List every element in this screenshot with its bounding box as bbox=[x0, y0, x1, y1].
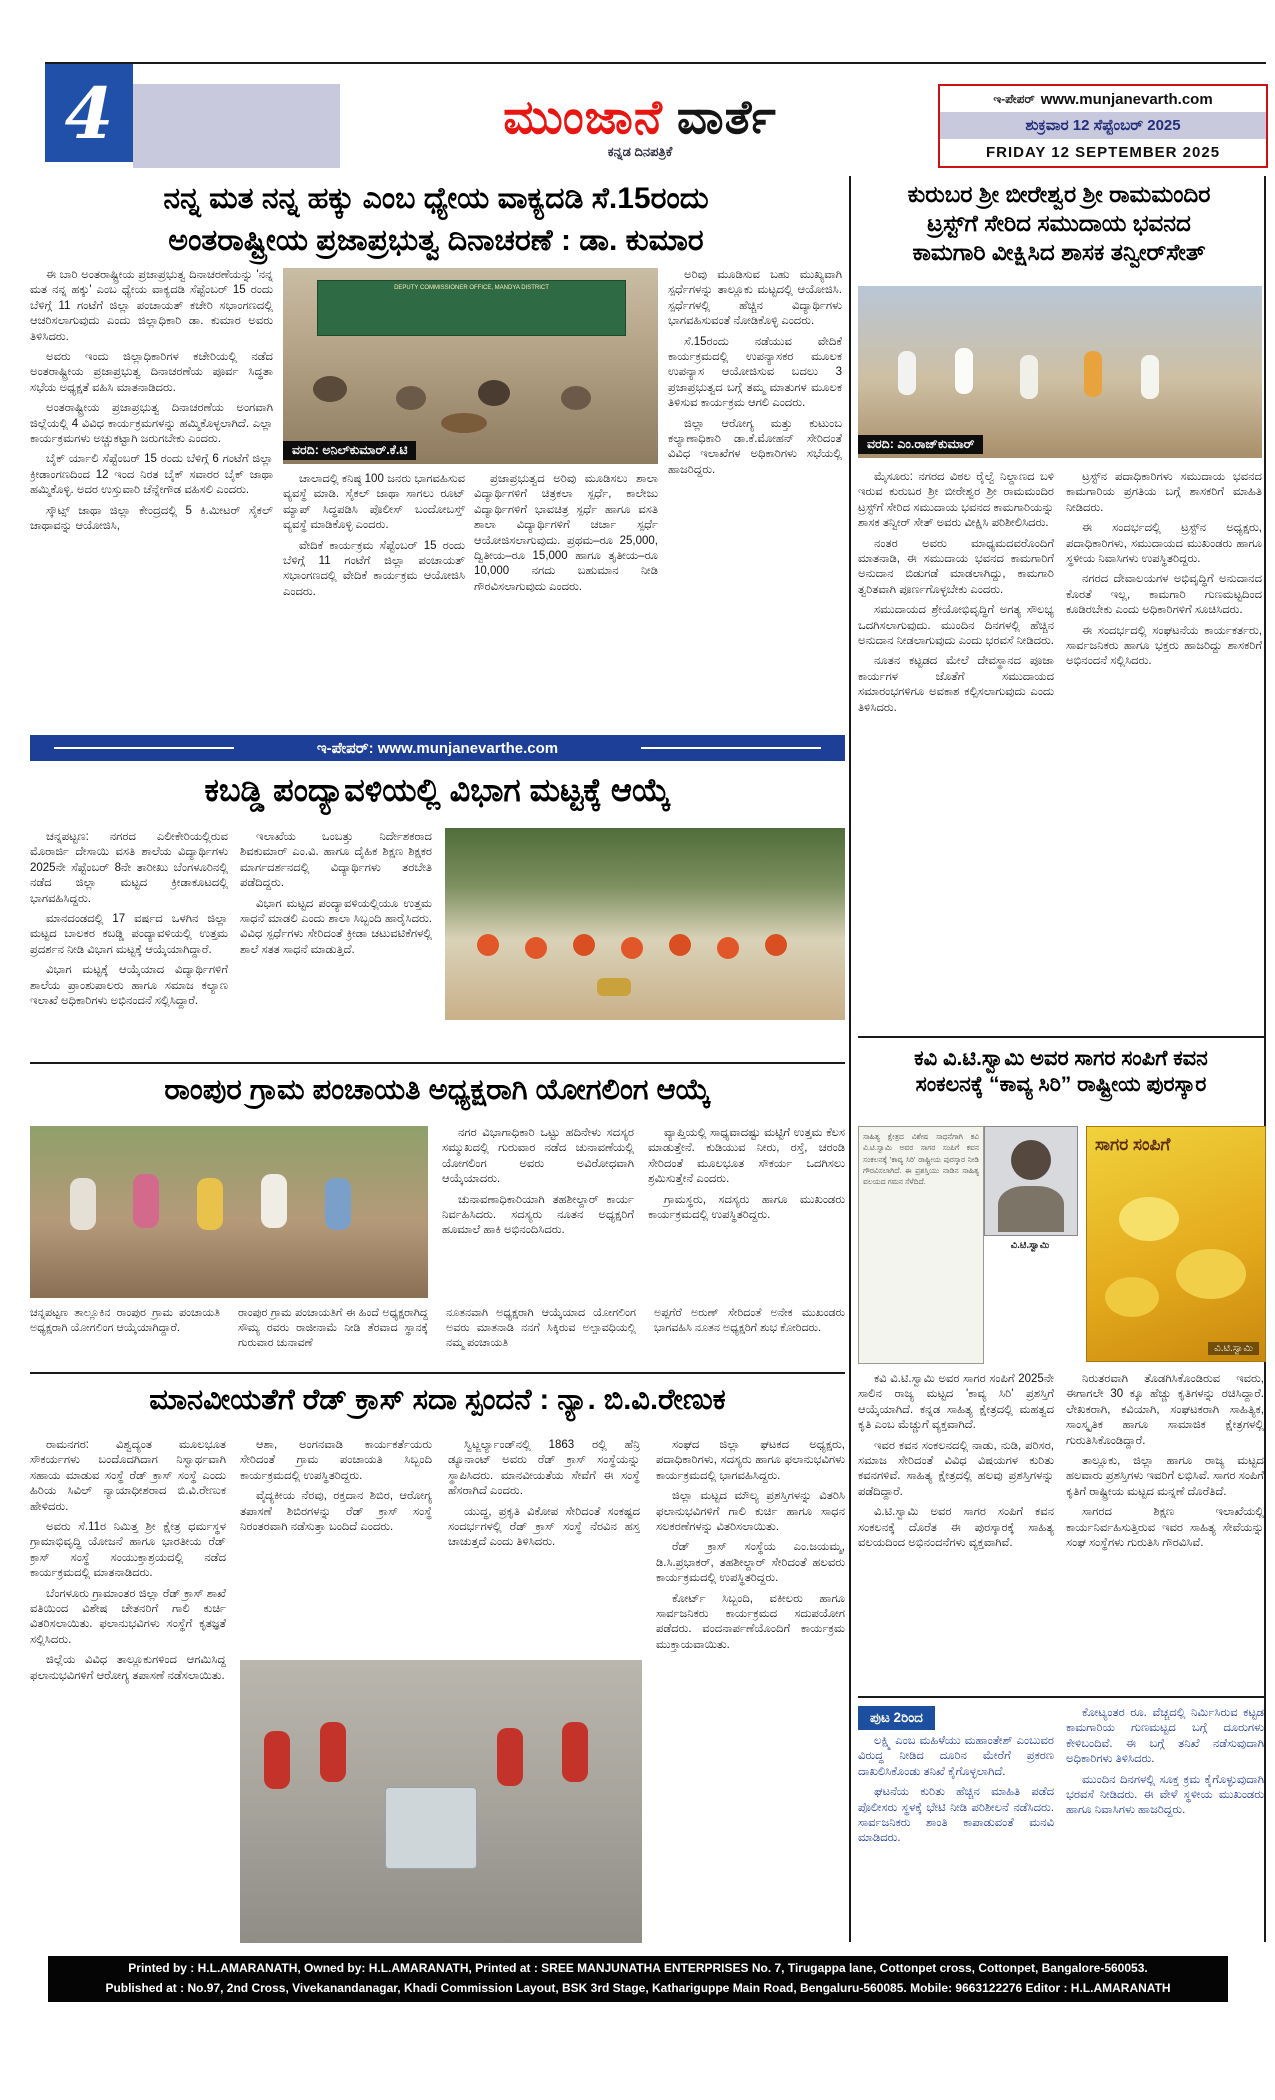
body-paragraph: ವಿಭಾಗ ಮಟ್ಟದ ಪಂದ್ಯಾವಳಿಯಲ್ಲಿಯೂ ಉತ್ತಮ ಸಾಧನೆ ಮಾಡಲಿ ಎಂದು ಶಾಲಾ ಸಿಬ್ಬಂದಿ ಹಾರೈಸಿದರು. ವಿವಿಧ ಸ್ಪರ್ಧೆಗಳು ಸೇರಿದಂತೆ ಕ್ರೀಡಾ ಚಟುವಟಿಕೆಗಳಲ್ಲಿ ಶಾಲೆ ಸತತ ಸಾಧನೆ ಮಾಡುತ್ತಿದೆ. bbox=[240, 897, 432, 956]
rampura-caption-2: ರಾಂಪುರ ಗ್ರಾಮ ಪಂಚಾಯತಿಗೆ ಈ ಹಿಂದೆ ಅಧ್ಯಕ್ಷರಾಗಿದ್ದ ಸೌಮ್ಯ ರವರು ರಾಜೀನಾಮೆ ನೀಡಿ ತೆರವಾದ ಸ್ಥಾನಕ್ಕೆ ಗುರುವಾರ ಚುನಾವಣೆ bbox=[238, 1307, 428, 1349]
wheelchair-box bbox=[385, 1787, 477, 1869]
body-paragraph: ವೇದಿಕೆ ಕಾರ್ಯಕ್ರಮ ಸೆಪ್ಟೆಂಬರ್ 15 ರಂದು ಬೆಳಿಗ್ಗೆ 11 ಗಂಟೆಗೆ ಜಿಲ್ಲಾ ಪಂಚಾಯತ್ ಸಭಾಂಗಣದಲ್ಲಿ ವೇದಿಕೆ ಕಾರ್ಯಕ್ರಮ ಆಯೋಜಿಸಿ ಎಂದರು. bbox=[283, 539, 465, 598]
epaper-url-row bbox=[940, 86, 1266, 112]
imprint-footer bbox=[48, 1956, 1228, 2002]
redcross-column-2 bbox=[240, 1438, 432, 1652]
body-paragraph: ಪ್ರಜಾಪ್ರಭುತ್ವದ ಅರಿವು ಮೂಡಿಸಲು ಶಾಲಾ ವಿದ್ಯಾರ್ಥಿಗಳಿಗೆ ಚಿತ್ರಕಲಾ ಸ್ಪರ್ಧೆ, ಕಾಲೇಜು ವಿದ್ಯಾರ್ಥಿಗಳಿಗೆ ಭಾವಚಿತ್ರ ಸ್ಪರ್ಧೆ ಹಾಗೂ ವಸತಿ ಶಾಲಾ ವಿದ್ಯಾರ್ಥಿಗಳಿಗೆ ಚರ್ಚಾ ಸ್ಪರ್ಧೆ ಆಯೋಜಿಸಲಾಗುವುದು. ಪ್ರಥಮ–ರೂ 25,000, ದ್ವಿತೀಯ–ರೂ 15,000 ಹಾಗೂ ತೃತೀಯ–ರೂ 10,000 ನಗದು ಬಹುಮಾನ ನೀಡಿ ಗೌರವಿಸಲಾಗುವುದು ಎಂದರು. bbox=[474, 473, 658, 593]
book-cover bbox=[1086, 1126, 1266, 1362]
rampura-caption-1: ಚನ್ನಪಟ್ಟಣ ತಾಲ್ಲೂಕಿನ ರಾಂಪುರ ಗ್ರಾಮ ಪಂಚಾಯತಿ ಅಧ್ಯಕ್ಷರಾಗಿ ಯೋಗಲಿಂಗ ಆಯ್ಕೆಯಾಗಿದ್ದಾರೆ. bbox=[30, 1307, 220, 1334]
tanveer-headline bbox=[858, 180, 1260, 266]
body-paragraph: ಚಾಲಾದಲ್ಲಿ ಕನಿಷ್ಠ 100 ಜನರು ಭಾಗವಹಿಸುವ ವ್ಯವಸ್ಥೆ ಮಾಡಿ. ಸೈಕಲ್ ಜಾಥಾ ಸಾಗಲು ರೂಟ್ ಮ್ಯಾಪ್ ಸಿದ್ಧಪಡಿಸಿ ಪೊಲೀಸ್ ಬಂದೋಬಸ್ತ್ ವ್ಯವಸ್ಥೆ ಮಾಡಿಕೊಳ್ಳಿ ಎಂದರು. bbox=[283, 473, 465, 532]
poet-headline-line1: ಕವಿ ವಿ.ಟಿ.ಸ್ವಾಮಿ ಅವರ ಸಾಗರ ಸಂಪಿಗೆ ಕವನ bbox=[914, 1047, 1208, 1070]
body-paragraph: ಅರಿವು ಮೂಡಿಸುವ ಬಹು ಮುಖ್ಯವಾಗಿ ಸ್ಪರ್ಧೆಗಳನ್ನು ತಾಲ್ಲೂಕು ಮಟ್ಟದಲ್ಲಿ ಆಯೋಜಿಸಿ. ಸ್ಪರ್ಧೆಗಳಲ್ಲಿ ಹೆಚ್ಚಿನ ವಿದ್ಯಾರ್ಥಿಗಳು ಭಾಗವಹಿಸುವಂತೆ ನೋಡಿಕೊಳ್ಳಿ ಎಂದರು. bbox=[668, 269, 842, 328]
cover-flower bbox=[1119, 1197, 1179, 1241]
header-top-rule bbox=[45, 62, 1266, 64]
rampura-caption-4: ಅಪ್ಪಗೆರೆ ಅರುಣ್ ಸೇರಿದಂತೆ ಅನೇಕ ಮುಖಂಡರು ಭಾಗವಹಿಸಿ ನೂತನ ಅಧ್ಯಕ್ಷರಿಗೆ ಶುಭ ಕೋರಿದರು. bbox=[654, 1307, 845, 1334]
body-paragraph: ಮಾನದಂಡದಲ್ಲಿ 17 ವರ್ಷದ ಒಳಗಿನ ಜಿಲ್ಲಾ ಮಟ್ಟದ ಬಾಲಕರ ಕಬಡ್ಡಿ ಪಂದ್ಯಾವಳಿಯಲ್ಲಿ ಉತ್ತಮ ಪ್ರದರ್ಶನ ನೀಡಿ ವಿಭಾಗ ಮಟ್ಟಕ್ಕೆ ಆಯ್ಕೆಯಾಗಿದ್ದಾರೆ. bbox=[30, 913, 228, 956]
team-trophy bbox=[597, 978, 631, 996]
body-paragraph: ಆಶಾ, ಅಂಗನವಾಡಿ ಕಾರ್ಯಕರ್ತೆಯರು ಸೇರಿದಂತೆ ಗ್ರಾಮ ಪಂಚಾಯತಿ ಸಿಬ್ಬಂದಿ ಕಾರ್ಯಕ್ರಮದಲ್ಲಿ ಉಪಸ್ಥಿತರಿದ್ದರು. bbox=[240, 1439, 432, 1482]
body-paragraph: ನಂತರ ಅವರು ಮಾಧ್ಯಮದವರೊಂದಿಗೆ ಮಾತನಾಡಿ, ಈ ಸಮುದಾಯ ಭವನದ ಕಾಮಗಾರಿಗೆ ಅನುದಾನ ಬಿಡುಗಡೆ ಮಾಡಲಾಗಿದ್ದು, ಕಾಮಗಾರಿ ತ್ವರಿತವಾಗಿ ಪೂರ್ಣಗೊಳ್ಳಬೇಕು ಎಂದರು. bbox=[858, 537, 1054, 596]
strip-line-right bbox=[641, 747, 821, 749]
redcross-photo bbox=[240, 1660, 642, 1943]
team-player bbox=[765, 934, 787, 956]
page-number-box bbox=[45, 64, 133, 162]
body-paragraph: ಲಕ್ಷ್ಮಿ ಎಂಬ ಮಹಿಳೆಯು ಮಹಾಂತೇಶ್ ಎಂಬುವರ ವಿರುದ್ಧ ನೀಡಿದ ದೂರಿನ ಮೇರೆಗೆ ಪ್ರಕರಣ ದಾಖಲಿಸಿಕೊಂಡು ತನಿಖೆ ಕೈಗೊಳ್ಳಲಾಗಿದೆ. bbox=[858, 1735, 1054, 1778]
photo-figure bbox=[325, 1178, 351, 1230]
redcross-volunteer bbox=[264, 1731, 290, 1789]
author-head bbox=[1011, 1140, 1051, 1180]
team-player bbox=[525, 937, 547, 959]
body-paragraph: ನಗರ ವಿಭಾಗಾಧಿಕಾರಿ ಒಟ್ಟು ಹದಿನೇಳು ಸದಸ್ಯರ ಸಮ್ಮುಖದಲ್ಲಿ ಗುರುವಾರ ನಡೆದ ಚುನಾವಣೆಯಲ್ಲಿ ಯೋಗಲಿಂಗ ಅವರು ಅವಿರೋಧವಾಗಿ ಆಯ್ಕೆಯಾದರು. bbox=[442, 1127, 634, 1186]
redcross-headline: ಮಾನವೀಯತೆಗೆ ರೆಡ್ ಕ್ರಾಸ್ ಸದಾ ಸ್ಪಂದನೆ : ನ್ಯಾ. ಬಿ.ವಿ.ರೇಣುಕ bbox=[149, 1384, 726, 1416]
body-paragraph: ವೈದ್ಯಕೀಯ ನೆರವು, ರಕ್ತದಾನ ಶಿಬಿರ, ಆರೋಗ್ಯ ತಪಾಸಣೆ ಶಿಬಿರಗಳನ್ನು ರೆಡ್ ಕ್ರಾಸ್ ಸಂಸ್ಥೆ ನಿರಂತರವಾಗಿ ನಡೆಸುತ್ತಾ ಬಂದಿದೆ ಎಂದರು. bbox=[240, 1490, 432, 1534]
body-paragraph: ಕೋಟ್ಯಂತರ ರೂ. ವೆಚ್ಚದಲ್ಲಿ ನಿರ್ಮಿಸಿರುವ ಕಟ್ಟಡ ಕಾಮಗಾರಿಯ ಗುಣಮಟ್ಟದ ಬಗ್ಗೆ ದೂರುಗಳು ಕೇಳಿಬಂದಿವೆ. ಈ ಬಗ್ಗೆ ತನಿಖೆ ನಡೆಸುವುದಾಗಿ ಅಧಿಕಾರಿಗಳು ತಿಳಿಸಿದರು. bbox=[1066, 1707, 1264, 1766]
body-paragraph: ಗ್ರಾಮಸ್ಥರು, ಸದಸ್ಯರು ಹಾಗೂ ಮುಖಂಡರು ಕಾರ್ಯಕ್ರಮದಲ್ಲಿ ಉಪಸ್ಥಿತರಿದ್ದರು. bbox=[648, 1193, 845, 1222]
rampura-photo bbox=[30, 1126, 428, 1298]
rampura-column-a bbox=[442, 1126, 634, 1298]
body-paragraph: ಕವಿ ವಿ.ಟಿ.ಸ್ವಾಮಿ ಅವರ ಸಾಗರ ಸಂಪಿಗೆ 2025ನೇ ಸಾಲಿನ ರಾಜ್ಯ ಮಟ್ಟದ 'ಕಾವ್ಯ ಸಿರಿ' ಪ್ರಶಸ್ತಿಗೆ ಆಯ್ಕೆಯಾಗಿದೆ. ಕನ್ನಡ ಸಾಹಿತ್ಯ ಕ್ಷೇತ್ರದಲ್ಲಿ ಮಹತ್ವದ ಕೃತಿ ಎಂಬ ಮೆಚ್ಚುಗೆ ವ್ಯಕ್ತವಾಗಿದೆ. bbox=[858, 1373, 1054, 1432]
page-number: 4 bbox=[64, 71, 114, 155]
rampura-headline: ರಾಂಪುರ ಗ್ರಾಮ ಪಂಚಾಯತಿ ಅಧ್ಯಕ್ಷರಾಗಿ ಯೋಗಲಿಂಗ ಆಯ್ಕೆ bbox=[164, 1074, 711, 1106]
body-paragraph: ನಿರುತರವಾಗಿ ತೊಡಗಿಸಿಕೊಂಡಿರುವ ಇವರು, ಈಗಾಗಲೇ 30 ಕ್ಕೂ ಹೆಚ್ಚು ಕೃತಿಗಳನ್ನು ರಚಿಸಿದ್ದಾರೆ. ಲೇಖಕರಾಗಿ, ಕವಿಯಾಗಿ, ಸಂಘಟಕರಾಗಿ ಸಾಹಿತ್ಯಿಕ, ಸಾಂಸ್ಕೃತಿಕ ಹಾಗೂ ಸಾಮಾಜಿಕ ಕ್ಷೇತ್ರಗಳಲ್ಲಿ ಗುರುತಿಸಿಕೊಂಡಿದ್ದಾರೆ. bbox=[1066, 1373, 1264, 1447]
body-paragraph: ವಿಭಾಗ ಮಟ್ಟಕ್ಕೆ ಆಯ್ಕೆಯಾದ ವಿದ್ಯಾರ್ಥಿಗಳಿಗೆ ಶಾಲೆಯ ಪ್ರಾಂಶುಪಾಲರು ಹಾಗೂ ಸಮಾಜ ಕಲ್ಯಾಣ ಇಲಾಖೆ ಅಧಿಕಾರಿಗಳು ಅಭಿನಂದನೆ ಸಲ್ಲಿಸಿದ್ದಾರೆ. bbox=[30, 964, 228, 1008]
poet-headline bbox=[858, 1046, 1264, 1099]
rampura-caption-3: ನೂತನವಾಗಿ ಅಧ್ಯಕ್ಷರಾಗಿ ಆಯ್ಕೆಯಾದ ಯೋಗಲಿಂಗ ಅವರು ಮಾತನಾಡಿ ನನಗೆ ಸಿಕ್ಕಿರುವ ಅಲ್ಪಾವಧಿಯಲ್ಲಿ ನಮ್ಮ ಪಂಚಾಯತಿ bbox=[446, 1307, 636, 1349]
author-name: ವಿ.ಟಿ.ಸ್ವಾಮಿ bbox=[1010, 1240, 1050, 1251]
rampura-band-col4 bbox=[654, 1306, 845, 1366]
title-part-black: ವಾರ್ತೆ bbox=[676, 90, 777, 144]
democracy-headline-line2: ಅಂತರಾಷ್ಟ್ರೀಯ ಪ್ರಜಾಪ್ರಭುತ್ವ ದಿನಾಚರಣೆ : ಡಾ. ಕುಮಾರ bbox=[168, 224, 704, 257]
photo-figure bbox=[261, 1174, 287, 1228]
photo-figure bbox=[313, 376, 347, 402]
body-paragraph: ಇಲಾಖೆಯ ಒಂಬತ್ತು ನಿರ್ದೇಶಕರಾದ ಶಿವಕುಮಾರ್ ಎಂ.ವಿ. ಹಾಗೂ ದೈಹಿಕ ಶಿಕ್ಷಣ ಶಿಕ್ಷಕರ ಮಾರ್ಗದರ್ಶನದಲ್ಲಿ ವಿದ್ಯಾರ್ಥಿಗಳು ತರಬೇತಿ ಪಡೆದಿದ್ದರು. bbox=[240, 831, 432, 890]
cover-flower bbox=[1176, 1249, 1246, 1299]
team-player bbox=[717, 937, 739, 959]
body-paragraph: ಈ ಸಂದರ್ಭದಲ್ಲಿ ಟ್ರಸ್ಟ್‌ನ ಅಧ್ಯಕ್ಷರು, ಪದಾಧಿಕಾರಿಗಳು, ಸಮುದಾಯದ ಮುಖಂಡರು ಹಾಗೂ ಸ್ಥಳೀಯ ನಿವಾಸಿಗಳು ಉಪಸ್ಥಿತರಿದ್ದರು. bbox=[1066, 522, 1262, 566]
tanveer-headline-line2: ಟ್ರಸ್ಟ್‌ಗೆ ಸೇರಿದ ಸಮುದಾಯ ಭವನದ bbox=[927, 209, 1191, 236]
body-paragraph: ಟ್ರಸ್ಟ್‌ನ ಪದಾಧಿಕಾರಿಗಳು ಸಮುದಾಯ ಭವನದ ಕಾಮಗಾರಿಯ ಪ್ರಗತಿಯ ಬಗ್ಗೆ ಶಾಸಕರಿಗೆ ಮಾಹಿತಿ ನೀಡಿದರು. bbox=[1066, 471, 1262, 514]
photo-figure bbox=[197, 1178, 223, 1230]
team-player bbox=[669, 934, 691, 956]
body-paragraph: ಅವರು ಇಂದು ಜಿಲ್ಲಾಧಿಕಾರಿಗಳ ಕಚೇರಿಯಲ್ಲಿ ನಡೆದ ಅಂತರಾಷ್ಟ್ರೀಯ ಪ್ರಜಾಪ್ರಭುತ್ವ ದಿನಾಚರಣೆಯ ಪೂರ್ವ ಸಿದ್ಧತಾ ಸಭೆಯ ಅಧ್ಯಕ್ಷತೆ ವಹಿಸಿ ಮಾತನಾಡಿದರು. bbox=[30, 351, 273, 394]
section-rule-2 bbox=[30, 1372, 845, 1374]
tanveer-column-2 bbox=[1066, 470, 1262, 1030]
newspaper-subtitle: ಕನ್ನಡ ದಿನಪತ್ರಿಕೆ bbox=[607, 143, 673, 159]
body-paragraph: ಮೈಸೂರು: ನಗರದ ವಿಠಲ ರೈಲ್ವೆ ನಿಲ್ದಾಣದ ಬಳಿ ಇರುವ ಕುರುಬರ ಶ್ರೀ ಬೀರೇಶ್ವರ ಶ್ರೀ ರಾಮಮಂದಿರ ಟ್ರಸ್ಟ್‌ಗೆ ಸೇರಿದ ಸಮುದಾಯ ಭವನದ ಕಾಮಗಾರಿಯನ್ನು ಶಾಸಕ ತನ್ವೀರ್ ಸೇತ್ ಅವರು ವೀಕ್ಷಿಸಿ ಪರಿಶೀಲಿಸಿದರು. bbox=[858, 471, 1054, 530]
redcross-volunteer bbox=[562, 1722, 588, 1782]
date-kannada-row bbox=[940, 112, 1266, 139]
photo-figure bbox=[133, 1174, 159, 1228]
tanveer-headline-line1: ಕುರುಬರ ಶ್ರೀ ಬೀರೇಶ್ವರ ಶ್ರೀ ರಾಮಮಂದಿರ bbox=[907, 181, 1211, 207]
photo-figure bbox=[955, 348, 973, 394]
photo-figure bbox=[478, 380, 510, 406]
photo-figure bbox=[561, 386, 591, 410]
construction-site-photo bbox=[858, 286, 1262, 458]
photo-figure bbox=[1141, 355, 1159, 399]
photo-figure bbox=[1020, 355, 1038, 399]
team-player bbox=[573, 934, 595, 956]
body-paragraph: ಅಂತರಾಷ್ಟ್ರೀಯ ಪ್ರಜಾಪ್ರಭುತ್ವ ದಿನಾಚರಣೆಯ ಅಂಗವಾಗಿ ಜಿಲ್ಲೆಯಲ್ಲಿ 4 ವಿವಿಧ ಕಾರ್ಯಕ್ರಮಗಳನ್ನು ಹಮ್ಮಿಕೊಳ್ಳಲಾಗಿದೆ. ಎಲ್ಲಾ ಕಾರ್ಯಕ್ರಮಗಳು ಅಚ್ಚುಕಟ್ಟಾಗಿ ಜರುಗಬೇಕು ಎಂದರು. bbox=[30, 402, 273, 446]
imprint-line-1: Printed by : H.L.AMARANATH, Owned by: H.L.AMARANATH, Printed at : SREE MANJUNATHA ENTERPRISES No. 7, Tirugappa lane, Cottonpet cross, Cottonpet, Bangalore-560053. bbox=[128, 1961, 1148, 1975]
body-paragraph: ಈ ಬಾರಿ ಅಂತರಾಷ್ಟ್ರೀಯ ಪ್ರಜಾಪ್ರಭುತ್ವ ದಿನಾಚರಣೆಯನ್ನು 'ನನ್ನ ಮತ ನನ್ನ ಹಕ್ಕು' ಎಂಬ ಧ್ಯೇಯ ವಾಕ್ಯದಡಿ ಸೆಪ್ಟೆಂಬರ್ 15 ರಂದು ಬೆಳಿಗ್ಗೆ 11 ಗಂಟೆಗೆ ಜಿಲ್ಲಾ ಪಂಚಾಯತ್ ಕಚೇರಿ ಸಭಾಂಗಣದಲ್ಲಿ ಆಚರಿಸಲಾಗುವುದು ಎಂದು ಜಿಲ್ಲಾಧಿಕಾರಿ ಡಾ. ಕುಮಾರ ಅವರು ತಿಳಿಸಿದರು. bbox=[30, 269, 273, 343]
epaper-strip-text: ಇ-ಪೇಪರ್: www.munjanevarthe.com bbox=[316, 739, 559, 757]
redcross-column-4 bbox=[656, 1438, 845, 1943]
date-english-row bbox=[940, 139, 1266, 166]
photo-table bbox=[441, 413, 487, 433]
photo-figure bbox=[70, 1178, 96, 1230]
section-rule-3 bbox=[858, 1036, 1264, 1038]
website-url: www.munjanevarth.com bbox=[1040, 90, 1213, 108]
imprint-line-2: Published at : No.97, 2nd Cross, Vivekanandanagar, Khadi Commission Layout, BSK 3rd Stage, Kathariguppe Main Road, Bengaluru-560085. Mobile: 9663122276 Editor : H.L.AMARANATH bbox=[105, 1981, 1171, 1995]
body-paragraph: ಸಾಗರದ ಶಿಕ್ಷಣ ಇಲಾಖೆಯಲ್ಲಿ ಕಾರ್ಯನಿರ್ವಹಿಸುತ್ತಿರುವ ಇವರ ಸಾಹಿತ್ಯ ಸೇವೆಯನ್ನು ಸಂಘ ಸಂಸ್ಥೆಗಳು ಗುರುತಿಸಿ ಗೌರವಿಸಿವೆ. bbox=[1066, 1506, 1264, 1550]
body-paragraph: ಯುದ್ಧ, ಪ್ರಕೃತಿ ವಿಕೋಪ ಸೇರಿದಂತೆ ಸಂಕಷ್ಟದ ಸಂದರ್ಭಗಳಲ್ಲಿ ರೆಡ್ ಕ್ರಾಸ್ ಸಂಸ್ಥೆ ನೆರವಿನ ಹಸ್ತ ಚಾಚುತ್ತದೆ ಎಂದು ತಿಳಿಸಿದರು. bbox=[448, 1505, 640, 1549]
body-paragraph: ಚುನಾವಣಾಧಿಕಾರಿಯಾಗಿ ತಹಶೀಲ್ದಾರ್ ಕಾರ್ಯ ನಿರ್ವಹಿಸಿದರು. ಸದಸ್ಯರು ನೂತನ ಅಧ್ಯಕ್ಷರಿಗೆ ಹೂಮಾಲೆ ಹಾಕಿ ಅಭಿನಂದಿಸಿದರು. bbox=[442, 1193, 634, 1237]
book-cover-author: ವಿ.ಟಿ.ಸ್ವಾಮಿ bbox=[1208, 1342, 1259, 1355]
author-shoulders bbox=[998, 1186, 1064, 1232]
team-player bbox=[621, 937, 643, 959]
tanveer-column-1 bbox=[858, 470, 1054, 1030]
body-paragraph: ಸ್ವಿಟ್ಜರ್ಲ್ಯಾಂಡ್‌ನಲ್ಲಿ 1863 ರಲ್ಲಿ ಹೆನ್ರಿ ಡ್ಯೂನಾಂಟ್ ಅವರು ರೆಡ್ ಕ್ರಾಸ್ ಸಂಸ್ಥೆಯನ್ನು ಸ್ಥಾಪಿಸಿದರು. ಮಾನವೀಯತೆಯ ಸೇವೆಗೆ ಈ ಸಂಸ್ಥೆ ಹೆಸರಾಗಿದೆ ಎಂದರು. bbox=[448, 1439, 640, 1498]
epaper-label: ಇ-ಪೇಪರ್ bbox=[993, 91, 1035, 106]
body-paragraph: ಈ ಸಂದರ್ಭದಲ್ಲಿ ಸಂಘಟನೆಯ ಕಾರ್ಯಕರ್ತರು, ಸಾರ್ವಜನಿಕರು ಹಾಗೂ ಭಕ್ತರು ಹಾಜರಿದ್ದು ಶಾಸಕರಿಗೆ ಅಭಿನಂದನೆ ಸಲ್ಲಿಸಿದರು. bbox=[1066, 624, 1262, 668]
democracy-photo-credit: ವರದಿ: ಅನಿಲ್‌ಕುಮಾರ್.ಕೆ.ಟಿ bbox=[283, 441, 416, 460]
continued-from-page-tag: ಪುಟ 2ರಿಂದ bbox=[858, 1706, 935, 1730]
author-photo bbox=[984, 1126, 1078, 1236]
section-rule-1 bbox=[30, 1062, 845, 1064]
continued-column-1 bbox=[858, 1734, 1054, 1934]
body-paragraph: ಸಂಘದ ಜಿಲ್ಲಾ ಘಟಕದ ಅಧ್ಯಕ್ಷರು, ಪದಾಧಿಕಾರಿಗಳು, ಸದಸ್ಯರು ಹಾಗೂ ಫಲಾನುಭವಿಗಳು ಕಾರ್ಯಕ್ರಮದಲ್ಲಿ ಭಾಗವಹಿಸಿದ್ದರು. bbox=[656, 1439, 845, 1482]
body-paragraph: ಇವರ ಕವನ ಸಂಕಲನದಲ್ಲಿ ನಾಡು, ನುಡಿ, ಪರಿಸರ, ಸಮಾಜ ಸೇರಿದಂತೆ ವಿವಿಧ ವಿಷಯಗಳ ಕುರಿತು ಕವನಗಳಿವೆ. ಸಾಹಿತ್ಯ ಕ್ಷೇತ್ರದಲ್ಲಿ ಹಲವು ಪ್ರಶಸ್ತಿಗಳನ್ನು ಪಡೆದಿದ್ದಾರೆ. bbox=[858, 1439, 1054, 1498]
section-rule-4 bbox=[858, 1696, 1264, 1698]
rampura-band-col2 bbox=[238, 1306, 428, 1366]
body-paragraph: ಜಿಲ್ಲೆಯ ವಿವಿಧ ತಾಲ್ಲೂಕುಗಳಿಂದ ಆಗಮಿಸಿದ್ದ ಫಲಾನುಭವಿಗಳಿಗೆ ಆರೋಗ್ಯ ತಪಾಸಣೆ ನಡೆಸಲಾಯಿತು. bbox=[30, 1654, 226, 1682]
rampura-column-b bbox=[648, 1126, 845, 1298]
body-paragraph: ಬೈಕ್ ರ್ಯಾಲಿ ಸೆಪ್ಟೆಂಬರ್ 15 ರಂದು ಬೆಳಿಗ್ಗೆ 6 ಗಂಟೆಗೆ ಜಿಲ್ಲಾ ಕ್ರೀಡಾಂಗಣದಿಂದ 12 ಇಂದ ನಿರತ ಬೈಕ್ ಸವಾರರ ಬೈಕ್ ಜಾಥಾ ಹಮ್ಮಿಕೊಳ್ಳಿ. ಅದರ ಉಸ್ತುವಾರಿ ಚೆನ್ನೇಗೌಡ ವಹಿಸಲಿ ಎಂದರು. bbox=[30, 453, 273, 497]
continued-column-2 bbox=[1066, 1706, 1264, 1942]
body-paragraph: ಜಿಲ್ಲಾ ಆರೋಗ್ಯ ಮತ್ತು ಕುಟುಂಬ ಕಲ್ಯಾಣಾಧಿಕಾರಿ ಡಾ.ಕೆ.ಮೋಹನ್ ಸೇರಿದಂತೆ ವಿವಿಧ ಇಲಾಖೆಗಳ ಅಧಿಕಾರಿಗಳು ಸಭೆಯಲ್ಲಿ ಹಾಜರಿದ್ದರು. bbox=[668, 417, 842, 476]
democracy-column-2a bbox=[283, 472, 465, 730]
masthead bbox=[340, 84, 940, 168]
right-page-border bbox=[1264, 176, 1266, 1942]
redcross-volunteer bbox=[497, 1728, 523, 1786]
body-paragraph: ನೂತನ ಕಟ್ಟಡದ ಮೇಲೆ ದೇವಸ್ಥಾನದ ಪೂಜಾ ಕಾರ್ಯಗಳ ಜೊತೆಗೆ ಸಮುದಾಯದ ಸಮಾರಂಭಗಳಿಗೂ ಅವಕಾಶ ಕಲ್ಪಿಸಲಾಗುವುದು ಎಂದು ತಿಳಿಸಿದರು. bbox=[858, 655, 1054, 714]
redcross-volunteer bbox=[320, 1722, 346, 1782]
body-paragraph: ರಾಮನಗರ: ವಿಶ್ವದ್ಯಂತ ಮೂಲಭೂತ ಸೌಕರ್ಯಗಳು ಬಂದೊದಗಿದಾಗ ನಿಸ್ವಾರ್ಥವಾಗಿ ಸಹಾಯ ಮಾಡುವ ಸಂಸ್ಥೆ ರೆಡ್ ಕ್ರಾಸ್ ಸಂಸ್ಥೆ ಎಂದು ಹಿರಿಯ ಸಿವಿಲ್ ನ್ಯಾಯಾಧೀಶರಾದ ಬಿ.ವಿ.ರೇಣುಕ ಹೇಳಿದರು. bbox=[30, 1439, 226, 1513]
redcross-column-3 bbox=[448, 1438, 640, 1652]
newspaper-title bbox=[503, 90, 777, 144]
body-paragraph: ಚನ್ನಪಟ್ಟಣ: ನಗರದ ಎಲೀಕೇರಿಯಲ್ಲಿರುವ ಮೊರಾರ್ಜಿ ದೇಸಾಯಿ ವಸತಿ ಶಾಲೆಯ ವಿದ್ಯಾರ್ಥಿಗಳು 2025ನೇ ಸೆಪ್ಟೆಂಬರ್ 8ನೇ ತಾರೀಖು ಬೆಂಗಳೂರಿನಲ್ಲಿ ನಡೆದ ಜಿಲ್ಲಾ ಮಟ್ಟದ ಕ್ರೀಡಾಕೂಟದಲ್ಲಿ ಭಾಗವಹಿಸಿದ್ದರು. bbox=[30, 831, 228, 905]
epaper-strip bbox=[30, 735, 845, 761]
poet-column-1 bbox=[858, 1372, 1054, 1690]
center-column-divider bbox=[849, 176, 851, 1942]
body-paragraph: ಸಮುದಾಯದ ಶ್ರೇಯೋಭಿವೃದ್ಧಿಗೆ ಅಗತ್ಯ ಸೌಲಭ್ಯ ಒದಗಿಸಲಾಗುವುದು. ಮುಂದಿನ ದಿನಗಳಲ್ಲಿ ಹೆಚ್ಚಿನ ಅನುದಾನ ನೀಡಲಾಗುವುದು ಎಂದು ಭರವಸೆ ನೀಡಿದರು. bbox=[858, 604, 1054, 648]
date-english: FRIDAY 12 SEPTEMBER 2025 bbox=[985, 144, 1221, 161]
rampura-band-col3 bbox=[446, 1306, 636, 1366]
continued-block-1 bbox=[858, 1706, 1054, 1934]
body-paragraph: ರೆಡ್ ಕ್ರಾಸ್ ಸಂಸ್ಥೆಯ ಎಂ.ಜಯಮ್ಮ, ಡಿ.ಸಿ.ಪ್ರಭಾಕರ್, ತಹಶೀಲ್ದಾರ್ ಸೇರಿದಂತೆ ಹಲವರು ಕಾರ್ಯಕ್ರಮದಲ್ಲಿ ಉಪಸ್ಥಿತರಿದ್ದರು. bbox=[656, 1541, 845, 1585]
body-paragraph: ಘಟನೆಯ ಕುರಿತು ಹೆಚ್ಚಿನ ಮಾಹಿತಿ ಪಡೆದ ಪೊಲೀಸರು ಸ್ಥಳಕ್ಕೆ ಭೇಟಿ ನೀಡಿ ಪರಿಶೀಲನೆ ನಡೆಸಿದರು. ಸಾರ್ವಜನಿಕರು ಶಾಂತಿ ಕಾಪಾಡುವಂತೆ ಮನವಿ ಮಾಡಿದರು. bbox=[858, 1786, 1054, 1845]
body-paragraph: ಜಿಲ್ಲಾ ಮಟ್ಟದ ಮೌಲ್ಯ ಪ್ರಶಸ್ತಿಗಳನ್ನು ವಿತರಿಸಿ ಫಲಾನುಭವಿಗಳಿಗೆ ಗಾಲಿ ಕುರ್ಚಿ ಹಾಗೂ ಸಾಧನ ಸಲಕರಣೆಗಳನ್ನು ವಿತರಿಸಲಾಯಿತು. bbox=[656, 1490, 845, 1534]
title-part-red: ಮುಂಜಾನೆ bbox=[503, 90, 663, 144]
poet-headline-line2: ಸಂಕಲನಕ್ಕೆ “ಕಾವ್ಯ ಸಿರಿ” ರಾಷ್ಟ್ರೀಯ ಪುರಸ್ಕಾರ bbox=[915, 1073, 1207, 1097]
team-player bbox=[477, 934, 499, 956]
strip-line-left bbox=[54, 747, 234, 749]
body-paragraph: ವಿ.ಟಿ.ಸ್ವಾಮಿ ಅವರ ಸಾಗರ ಸಂಪಿಗೆ ಕವನ ಸಂಕಲನಕ್ಕೆ ದೊರೆತ ಈ ಪುರಸ್ಕಾರಕ್ಕೆ ಸಾಹಿತ್ಯ ವಲಯದಿಂದ ಅಭಿನಂದನೆಗಳು ವ್ಯಕ್ತವಾಗಿವೆ. bbox=[858, 1506, 1054, 1550]
body-paragraph: ಸ್ಕೌಟ್ಸ್ ಜಾಥಾ ಜಿಲ್ಲಾ ಕೇಂದ್ರದಲ್ಲಿ 5 ಕಿ.ಮೀಟರ್ ಸೈಕಲ್ ಜಾಥಾವನ್ನು ಆಯೋಜಿಸಿ, bbox=[30, 504, 273, 533]
poet-column-2 bbox=[1066, 1372, 1264, 1690]
tanveer-headline-line3: ಕಾಮಗಾರಿ ವೀಕ್ಷಿಸಿದ ಶಾಸಕ ತನ್ವೀರ್‌ಸೇತ್ bbox=[912, 238, 1206, 265]
democracy-column-2b bbox=[474, 472, 658, 730]
book-cover-title: ಸಾಗರ ಸಂಪಿಗೆ bbox=[1095, 1135, 1171, 1154]
cover-flower bbox=[1105, 1277, 1159, 1317]
date-kannada: ಶುಕ್ರವಾರ 12 ಸೆಪ್ಟೆಂಬರ್ 2025 bbox=[1025, 117, 1181, 134]
body-paragraph: ಮುಂದಿನ ದಿನಗಳಲ್ಲಿ ಸೂಕ್ತ ಕ್ರಮ ಕೈಗೊಳ್ಳುವುದಾಗಿ ಭರವಸೆ ನೀಡಿದರು. ಈ ವೇಳೆ ಸ್ಥಳೀಯ ಮುಖಂಡರು ಹಾಗೂ ನಿವಾಸಿಗಳು ಹಾಜರಿದ್ದರು. bbox=[1066, 1773, 1264, 1817]
meeting-photo bbox=[283, 268, 658, 464]
photo-figure bbox=[396, 386, 426, 410]
body-paragraph: ತಾಲ್ಲೂಕು, ಜಿಲ್ಲಾ ಹಾಗೂ ರಾಜ್ಯ ಮಟ್ಟದ ಹಲವಾರು ಪ್ರಶಸ್ತಿಗಳು ಇವರಿಗೆ ಲಭಿಸಿವೆ. ಸಾಗರ ಸಂಪಿಗೆ ಕೃತಿಗೆ ರಾಷ್ಟ್ರೀಯ ಮಟ್ಟದ ಮನ್ನಣೆ ದೊರೆತಿದೆ. bbox=[1066, 1455, 1264, 1498]
redcross-column-1 bbox=[30, 1438, 226, 1943]
kabaddi-team-photo bbox=[445, 828, 845, 1020]
rampura-band-col1 bbox=[30, 1306, 220, 1366]
body-paragraph: ವ್ಯಾಪ್ತಿಯಲ್ಲಿ ಸಾಧ್ಯವಾದಷ್ಟು ಮಟ್ಟಿಗೆ ಉತ್ತಮ ಕೆಲಸ ಮಾಡುತ್ತೇನೆ. ಕುಡಿಯುವ ನೀರು, ರಸ್ತೆ, ಚರಂಡಿ ಸೇರಿದಂತೆ ಮೂಲಭೂತ ಸೌಕರ್ಯ ಒದಗಿಸಲು ಶ್ರಮಿಸುತ್ತೇನೆ ಎಂದರು. bbox=[648, 1127, 845, 1186]
body-paragraph: ಸೆ.15ರಂದು ನಡೆಯುವ ವೇದಿಕೆ ಕಾರ್ಯಕ್ರಮದಲ್ಲಿ ಉಪನ್ಯಾಸಕರ ಮೂಲಕ ಉಪನ್ಯಾಸ ಆಯೋಜಿಸುವ ಬದಲು 3 ಪ್ರಜಾಪ್ರಭುತ್ವದ ಬಗ್ಗೆ ತಮ್ಮ ಮಾತುಗಳ ಮೂಲಕ ತಿಳಿಸುವ ಕಾರ್ಯಕ್ರಮ ಆಗಲಿ ಎಂದರು. bbox=[668, 335, 842, 410]
democracy-column-3 bbox=[668, 268, 842, 730]
democracy-headline-line1: ನನ್ನ ಮತ ನನ್ನ ಹಕ್ಕು ಎಂಬ ಧ್ಯೇಯ ವಾಕ್ಯದಡಿ ಸೆ.15ರಂದು bbox=[163, 182, 709, 215]
photo-figure bbox=[898, 351, 916, 395]
photo-figure bbox=[1084, 351, 1102, 397]
body-paragraph: ಕೋರ್ಟ್ ಸಿಬ್ಬಂದಿ, ವಕೀಲರು ಹಾಗೂ ಸಾರ್ವಜನಿಕರು ಕಾರ್ಯಕ್ರಮದ ಸದುಪಯೋಗ ಪಡೆದರು. ವಂದನಾರ್ಪಣೆಯೊಂದಿಗೆ ಕಾರ್ಯಕ್ರಮ ಮುಕ್ತಾಯವಾಯಿತು. bbox=[656, 1592, 845, 1651]
body-paragraph: ಬೆಂಗಳೂರು ಗ್ರಾಮಾಂತರ ಜಿಲ್ಲಾ ರೆಡ್ ಕ್ರಾಸ್ ಶಾಖೆ ವತಿಯಿಂದ ವಿಶೇಷ ಚೇತನರಿಗೆ ಗಾಲಿ ಕುರ್ಚಿ ವಿತರಿಸಲಾಯಿತು. ಫಲಾನುಭವಿಗಳು ಸಂಸ್ಥೆಗೆ ಕೃತಜ್ಞತೆ ಸಲ್ಲಿಸಿದರು. bbox=[30, 1587, 226, 1646]
democracy-column-1 bbox=[30, 268, 273, 730]
tanveer-photo-credit: ವರದಿ: ಎಂ.ರಾಜ್‌ಕುಮಾರ್ bbox=[858, 435, 983, 454]
award-citation: ಸಾಹಿತ್ಯ ಕ್ಷೇತ್ರದ ವಿಶೇಷ ಸಾಧನೆಗಾಗಿ ಕವಿ ವಿ.ಟಿ.ಸ್ವಾಮಿ ಅವರ ಸಾಗರ ಸಂಪಿಗೆ ಕವನ ಸಂಕಲನಕ್ಕೆ 'ಕಾವ್ಯ ಸಿರಿ' ರಾಷ್ಟ್ರೀಯ ಪುರಸ್ಕಾರ ನೀಡಿ ಗೌರವಿಸಲಾಗಿದೆ. ಈ ಪ್ರಶಸ್ತಿಯು ನಾಡಿನ ಸಾಹಿತ್ಯ ವಲಯದ ಗಮನ ಸೆಳೆದಿದೆ. bbox=[858, 1126, 984, 1364]
date-block bbox=[938, 84, 1268, 168]
kabaddi-headline: ಕಬಡ್ಡಿ ಪಂದ್ಯಾವಳಿಯಲ್ಲಿ ವಿಭಾಗ ಮಟ್ಟಕ್ಕೆ ಆಯ್ಕೆ bbox=[204, 772, 671, 808]
body-paragraph: ನಗರದ ದೇವಾಲಯಗಳ ಅಭಿವೃದ್ಧಿಗೆ ಅನುದಾನದ ಕೊರತೆ ಇಲ್ಲ, ಕಾಮಗಾರಿ ಗುಣಮಟ್ಟದಿಂದ ಕೂಡಿರಬೇಕು ಎಂದು ಅಧಿಕಾರಿಗಳಿಗೆ ಸೂಚಿಸಿದರು. bbox=[1066, 573, 1262, 617]
body-paragraph: ಅವರು ಸೆ.11ರ ನಿಮಿತ್ತ ಶ್ರೀ ಕ್ಷೇತ್ರ ಧರ್ಮಸ್ಥಳ ಗ್ರಾಮಾಭಿವೃದ್ಧಿ ಯೋಜನೆ ಹಾಗೂ ಭಾರತೀಯ ರೆಡ್ ಕ್ರಾಸ್ ಸಂಸ್ಥೆ ಸಂಯುಕ್ತಾಶ್ರಯದಲ್ಲಿ ನಡೆದ ಕಾರ್ಯಕ್ರಮದಲ್ಲಿ ಮಾತನಾಡಿದರು. bbox=[30, 1521, 226, 1580]
kabaddi-column-1 bbox=[30, 830, 228, 1058]
kabaddi-column-2 bbox=[240, 830, 432, 1058]
meeting-photo-banner: DEPUTY COMMISSIONER OFFICE, MANDYA DISTRICT bbox=[317, 280, 627, 336]
